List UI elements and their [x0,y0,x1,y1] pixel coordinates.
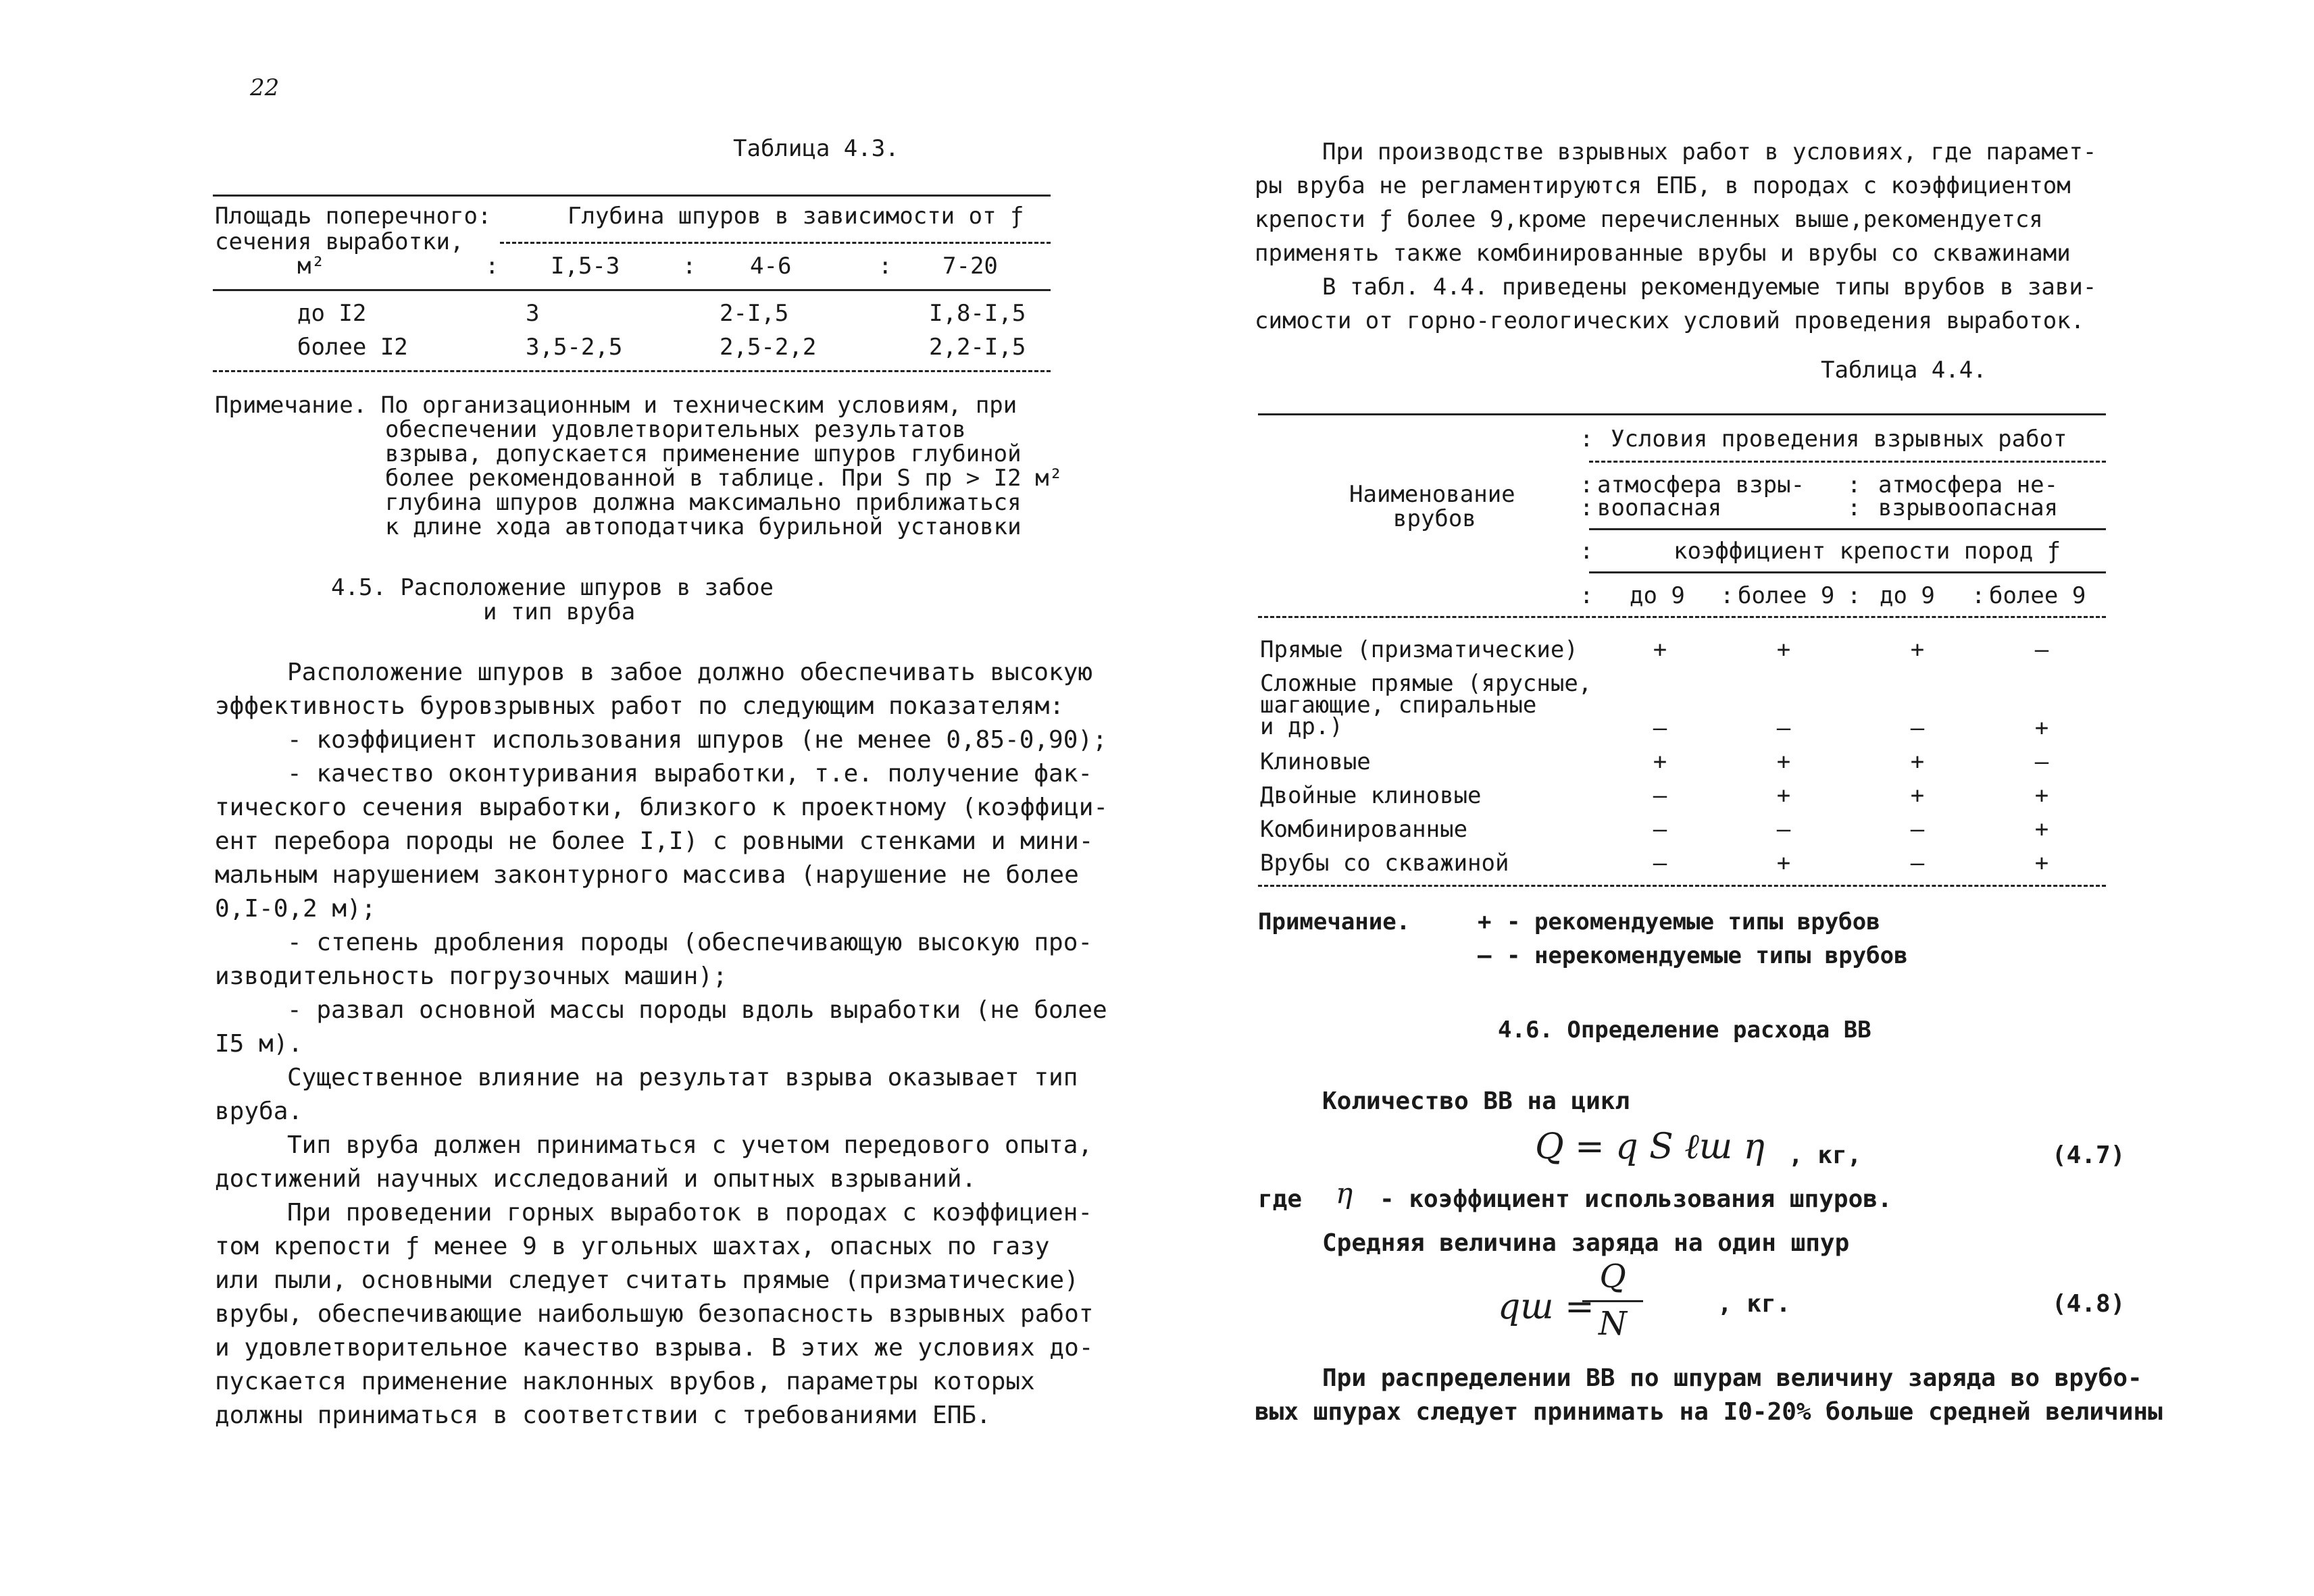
depth-subheader-3: 7-20 [942,253,998,280]
left-page: 22 Таблица 4.3. Площадь поперечного: сечения выработки, м² Глубина шпуров в зависимости от ƒ : I,5-3 : 4-6 : 7-20 до I2 3 2-I,5 I,8-I,5 более I2 3,5-2,5 2,5-2,2 2,2-I,5 Примечание. По организационным и техническим условиям, при обеспечении удовлетворительных результатов взрыва, допускается применение шпуров глубиной более рекомендованной в таблице. При S пр > I2 м² глубина шпуров должна максимально приближаться к длине хода автоподатчика бурильной установки 4.5. Расположение шпуров в забое и тип вруба Расположение шпуров в забое должно обеспечивать высокую эффективность буровзрывных работ по следующим показателям: - коэффициент использования шпуров (не менее 0,85-0,90); - качество оконтуривания выработки, т.е. получение фак- тического сечения выработки, близкого к проектному (коэффици- ент перебора породы не более I,I) с ровными стенками и мини- мальным нарушением законтурного массива (нарушение не более 0,I-0,2 м); - степень дробления породы (обеспечивающую высокую про- изводительность погрузочных машин); - развал основной массы породы вдоль выработки (не более I5 м). Существенное влияние на результат взрыва оказывает тип вруба. Тип вруба должен приниматься с учетом передового опыта, достижений научных исследований и опытных взрываний. При проведении горных выработок в породах с коэффициен- том крепости ƒ менее 9 в угольных шахтах, опасных по газу или пыли, основными следует считать прямые (призматические) врубы, обеспечивающие наибольшую безопасность взрывных работ и удовлетворительное качество взрыва. В этих же условиях до- пускается применение наклонных врубов, параметры которых должны приниматься в соответствии с требованиями ЕПБ. [0,0,1157,1596]
subheader-2: более 9 [1738,582,1835,609]
row-mark: + [1910,636,1925,663]
row-name: Прямые (призматические) [1260,636,1578,663]
intro-line: При производстве взрывных работ в условиях, где парамет- [1322,138,2097,165]
body-line: 0,I-0,2 м); [215,895,376,923]
depth-subheader-2: 4-6 [750,253,792,280]
body-line: изводительность погрузочных машин); [215,962,728,990]
page-number: 22 [250,74,280,101]
row-name: Двойные клиновые [1260,782,1482,809]
fraction-numerator: Q [1599,1258,1626,1295]
row-mark: – [2034,636,2049,663]
body-line: Расположение шпуров в забое должно обеспечивать высокую [287,659,1093,686]
row-mark: + [1776,748,1791,775]
row-area: более I2 [297,334,408,361]
conditions-header: Условия проведения взрывных работ [1611,426,2067,453]
row-mark: – [1653,816,1667,843]
depth-subheader-1: I,5-3 [551,253,620,280]
body-line: ент перебора породы не более I,I) с ровными стенками и мини- [215,827,1094,855]
row-name-line-2: шагающие, спиральные [1260,692,1537,719]
note-line: глубина шпуров должна максимально приближаться [385,489,1022,516]
atmosphere-nonexplosive-line-1: атмосфера не- [1878,471,2059,498]
depth-group-header: Глубина шпуров в зависимости от ƒ [568,203,1024,230]
body-line: эффективность буровзрывных работ по следующим показателям: [215,692,1065,720]
body-line: I5 м). [215,1030,303,1058]
row-name: Комбинированные [1260,816,1468,843]
intro-line: В табл. 4.4. приведены рекомендуемые типы врубов в зави- [1322,274,2097,301]
where-symbol: η [1336,1177,1353,1210]
subheader-1: до 9 [1630,582,1685,609]
row-mark: – [1776,715,1791,742]
equation-number: (4.7) [2052,1141,2126,1169]
row-name: Клиновые [1260,748,1371,775]
row-mark: – [1653,782,1667,809]
section-title: 4.5. Расположение шпуров в забое [331,574,774,601]
row-mark: + [1910,748,1925,775]
intro-line: применять также комбинированные врубы и врубы со скважинами [1255,240,2071,267]
row-mark: – [1910,816,1925,843]
name-header-line-1: Наименование [1349,481,1515,508]
body-line: достижений научных исследований и опытных взрываний. [215,1165,977,1193]
body-line: - степень дробления породы (обеспечивающую высокую про- [287,929,1093,956]
intro-line: ры вруба не регламентируются ЕПБ, в породах с коэффициентом [1255,172,2071,199]
formula-lhs: qш = [1498,1287,1594,1327]
name-header-line-2: врубов [1393,505,1476,532]
body-line: Тип вруба должен приниматься с учетом передового опыта, [287,1131,1093,1159]
legend-minus-sign: – [1478,942,1492,969]
body-line: тического сечения выработки, близкого к проектному (коэффици- [215,794,1109,821]
table-bottom-rule [1258,885,2106,887]
body-line: врубы, обеспечивающие наибольшую безопасность взрывных работ [215,1300,1094,1328]
final-line: При распределении ВВ по шпурам величину заряда во врубо- [1322,1364,2142,1392]
equation-number: (4.8) [2052,1290,2126,1318]
body-line: Существенное влияние на результат взрыва оказывает тип [287,1064,1078,1091]
atmosphere-explosive-line-1: атмосфера взры- [1597,471,1805,498]
intro-line: симости от горно-геологических условий проведения выработок. [1255,307,2085,334]
quantity-label: Количество ВВ на цикл [1322,1087,1630,1115]
row-value: 2,2-I,5 [929,334,1026,361]
table-bottom-rule [213,370,1051,372]
area-header-line-3: м² [297,253,325,280]
note-line: Примечание. По организационным и техническим условиям, при [215,392,1017,419]
header-bottom-rule [213,289,1051,291]
group-header-rule [500,242,1051,244]
final-line: вых шпурах следует принимать на I0-20% больше средней величины [1255,1398,2163,1426]
body-line: - коэффициент использования шпуров (не менее 0,85-0,90); [287,726,1107,754]
formula-unit: , кг. [1717,1290,1791,1318]
atmosphere-explosive-line-2: воопасная [1597,494,1722,521]
table-top-rule [213,195,1051,197]
formula-unit: , кг, [1788,1141,1862,1169]
body-line: - качество оконтуривания выработки, т.е. получение фак- [287,760,1093,788]
coefficient-header: коэффициент крепости пород ƒ [1674,538,2061,565]
row-name: Врубы со скважиной [1260,850,1509,877]
row-mark: – [1653,850,1667,877]
legend-minus-text: - нерекомендуемые типы врубов [1507,942,1908,969]
body-line: должны приниматься в соответствии с требованиями ЕПБ. [215,1401,991,1429]
row-mark: – [1776,816,1791,843]
row-mark: + [2034,850,2049,877]
subheader-4: более 9 [1989,582,2086,609]
note-line: обеспечении удовлетворительных результатов [385,416,966,443]
fraction-denominator: N [1599,1305,1627,1343]
area-header-line-2: сечения выработки, [215,228,464,255]
note-line: более рекомендованной в таблице. При S пр > I2 м² [385,465,1063,492]
row-name: Сложные прямые (ярусные, [1260,670,1592,697]
average-charge-label: Средняя величина заряда на один шпур [1322,1229,1850,1257]
body-line: - развал основной массы породы вдоль выработки (не более [287,996,1107,1024]
body-line: том крепости ƒ менее 9 в угольных шахтах, опасных по газу [215,1233,1050,1260]
body-line: пускается применение наклонных врубов, параметры которых [215,1368,1035,1395]
atmosphere-rule [1589,528,2106,530]
row-value: 2,5-2,2 [720,334,817,361]
row-value: 3 [526,300,540,327]
right-page: При производстве взрывных работ в условиях, где парамет- ры вруба не регламентируются ЕПБ, в породах с коэффициентом крепости ƒ более 9,кроме перечисленных выше,рекомендуется применять также комбинированные врубы и врубы со скважинами В табл. 4.4. приведены рекомендуемые типы врубов в зави- симости от горно-геологических условий проведения выработок. Таблица 4.4. Наименование врубов : Условия проведения взрывных работ : атмосфера взры- : воопасная : : атмосфера не- взрывоопасная : коэффициент крепости пород ƒ : до 9 : более 9 : до 9 : более 9 Прямые (призматические) + + + – Сложные прямые (ярусные, шагающие, спиральные и др.) – – – + Клиновые + + + – Двойные клиновые – + + + Комбинированные – – – + Врубы со скважиной – + – + Примечание. + - рекомендуемые типы врубов – - нерекомендуемые типы врубов 4.6. Определение расхода ВВ Количество ВВ на цикл Q = q S ℓш η , кг, (4.7) где η - коэффициент использования шпуров. Средняя величина заряда на один шпур qш = Q N , кг. (4.8) При распределении ВВ по шпурам величину заряда во врубо- вых шпурах следует принимать на I0-20% больше средней величины [1255,138,2163,1426]
fraction-bar [1582,1300,1643,1302]
formula-expression: Q = q S ℓш η [1535,1127,1765,1167]
note-line: к длине хода автоподатчика бурильной установки [385,513,1022,540]
row-mark: + [1910,782,1925,809]
conditions-rule [1589,461,2106,463]
subheader-3: до 9 [1880,582,1935,609]
area-header-line-1: Площадь поперечного: [215,203,492,230]
row-name-line-3: и др.) [1260,713,1343,740]
intro-line: крепости ƒ более 9,кроме перечисленных выше,рекомендуется [1255,206,2043,233]
row-mark: + [1776,636,1791,663]
row-mark: – [2034,748,2049,775]
row-value: 3,5-2,5 [526,334,623,361]
body-line: мальным нарушением законтурного массива (нарушение не более [215,861,1079,889]
row-area: до I2 [297,300,367,327]
where-text: - коэффициент использования шпуров. [1380,1185,1892,1213]
body-line: или пыли, основными следует считать прямые (призматические) [215,1266,1079,1294]
row-value: 2-I,5 [720,300,789,327]
row-mark: – [1910,715,1925,742]
row-mark: + [2034,782,2049,809]
body-line: вруба. [215,1098,303,1125]
legend-label: Примечание. [1258,908,1411,935]
row-value: I,8-I,5 [929,300,1026,327]
row-mark: + [1653,748,1667,775]
section-title-line-2: и тип вруба [483,598,636,625]
body-line: При проведении горных выработок в породах с коэффициен- [287,1199,1093,1227]
row-mark: + [1653,636,1667,663]
legend-plus-text: - рекомендуемые типы врубов [1507,908,1880,935]
atmosphere-nonexplosive-line-2: взрывоопасная [1878,494,2059,521]
table-top-rule [1258,413,2106,415]
coefficient-rule [1589,571,2106,573]
table-4-3-title: Таблица 4.3. [733,135,899,162]
row-mark: + [2034,715,2049,742]
where-label: где [1258,1185,1303,1213]
table-4-4-title: Таблица 4.4. [1821,357,1987,384]
row-mark: + [1776,850,1791,877]
header-bottom-rule [1258,616,2106,618]
note-line: взрыва, допускается применение шпуров глубиной [385,440,1022,467]
row-mark: – [1653,715,1667,742]
legend-plus-sign: + [1478,908,1492,935]
row-mark: + [2034,816,2049,843]
body-line: и удовлетворительное качество взрыва. В этих же условиях до- [215,1334,1094,1362]
row-mark: + [1776,782,1791,809]
section-title: 4.6. Определение расхода ВВ [1498,1016,1871,1044]
row-mark: – [1910,850,1925,877]
